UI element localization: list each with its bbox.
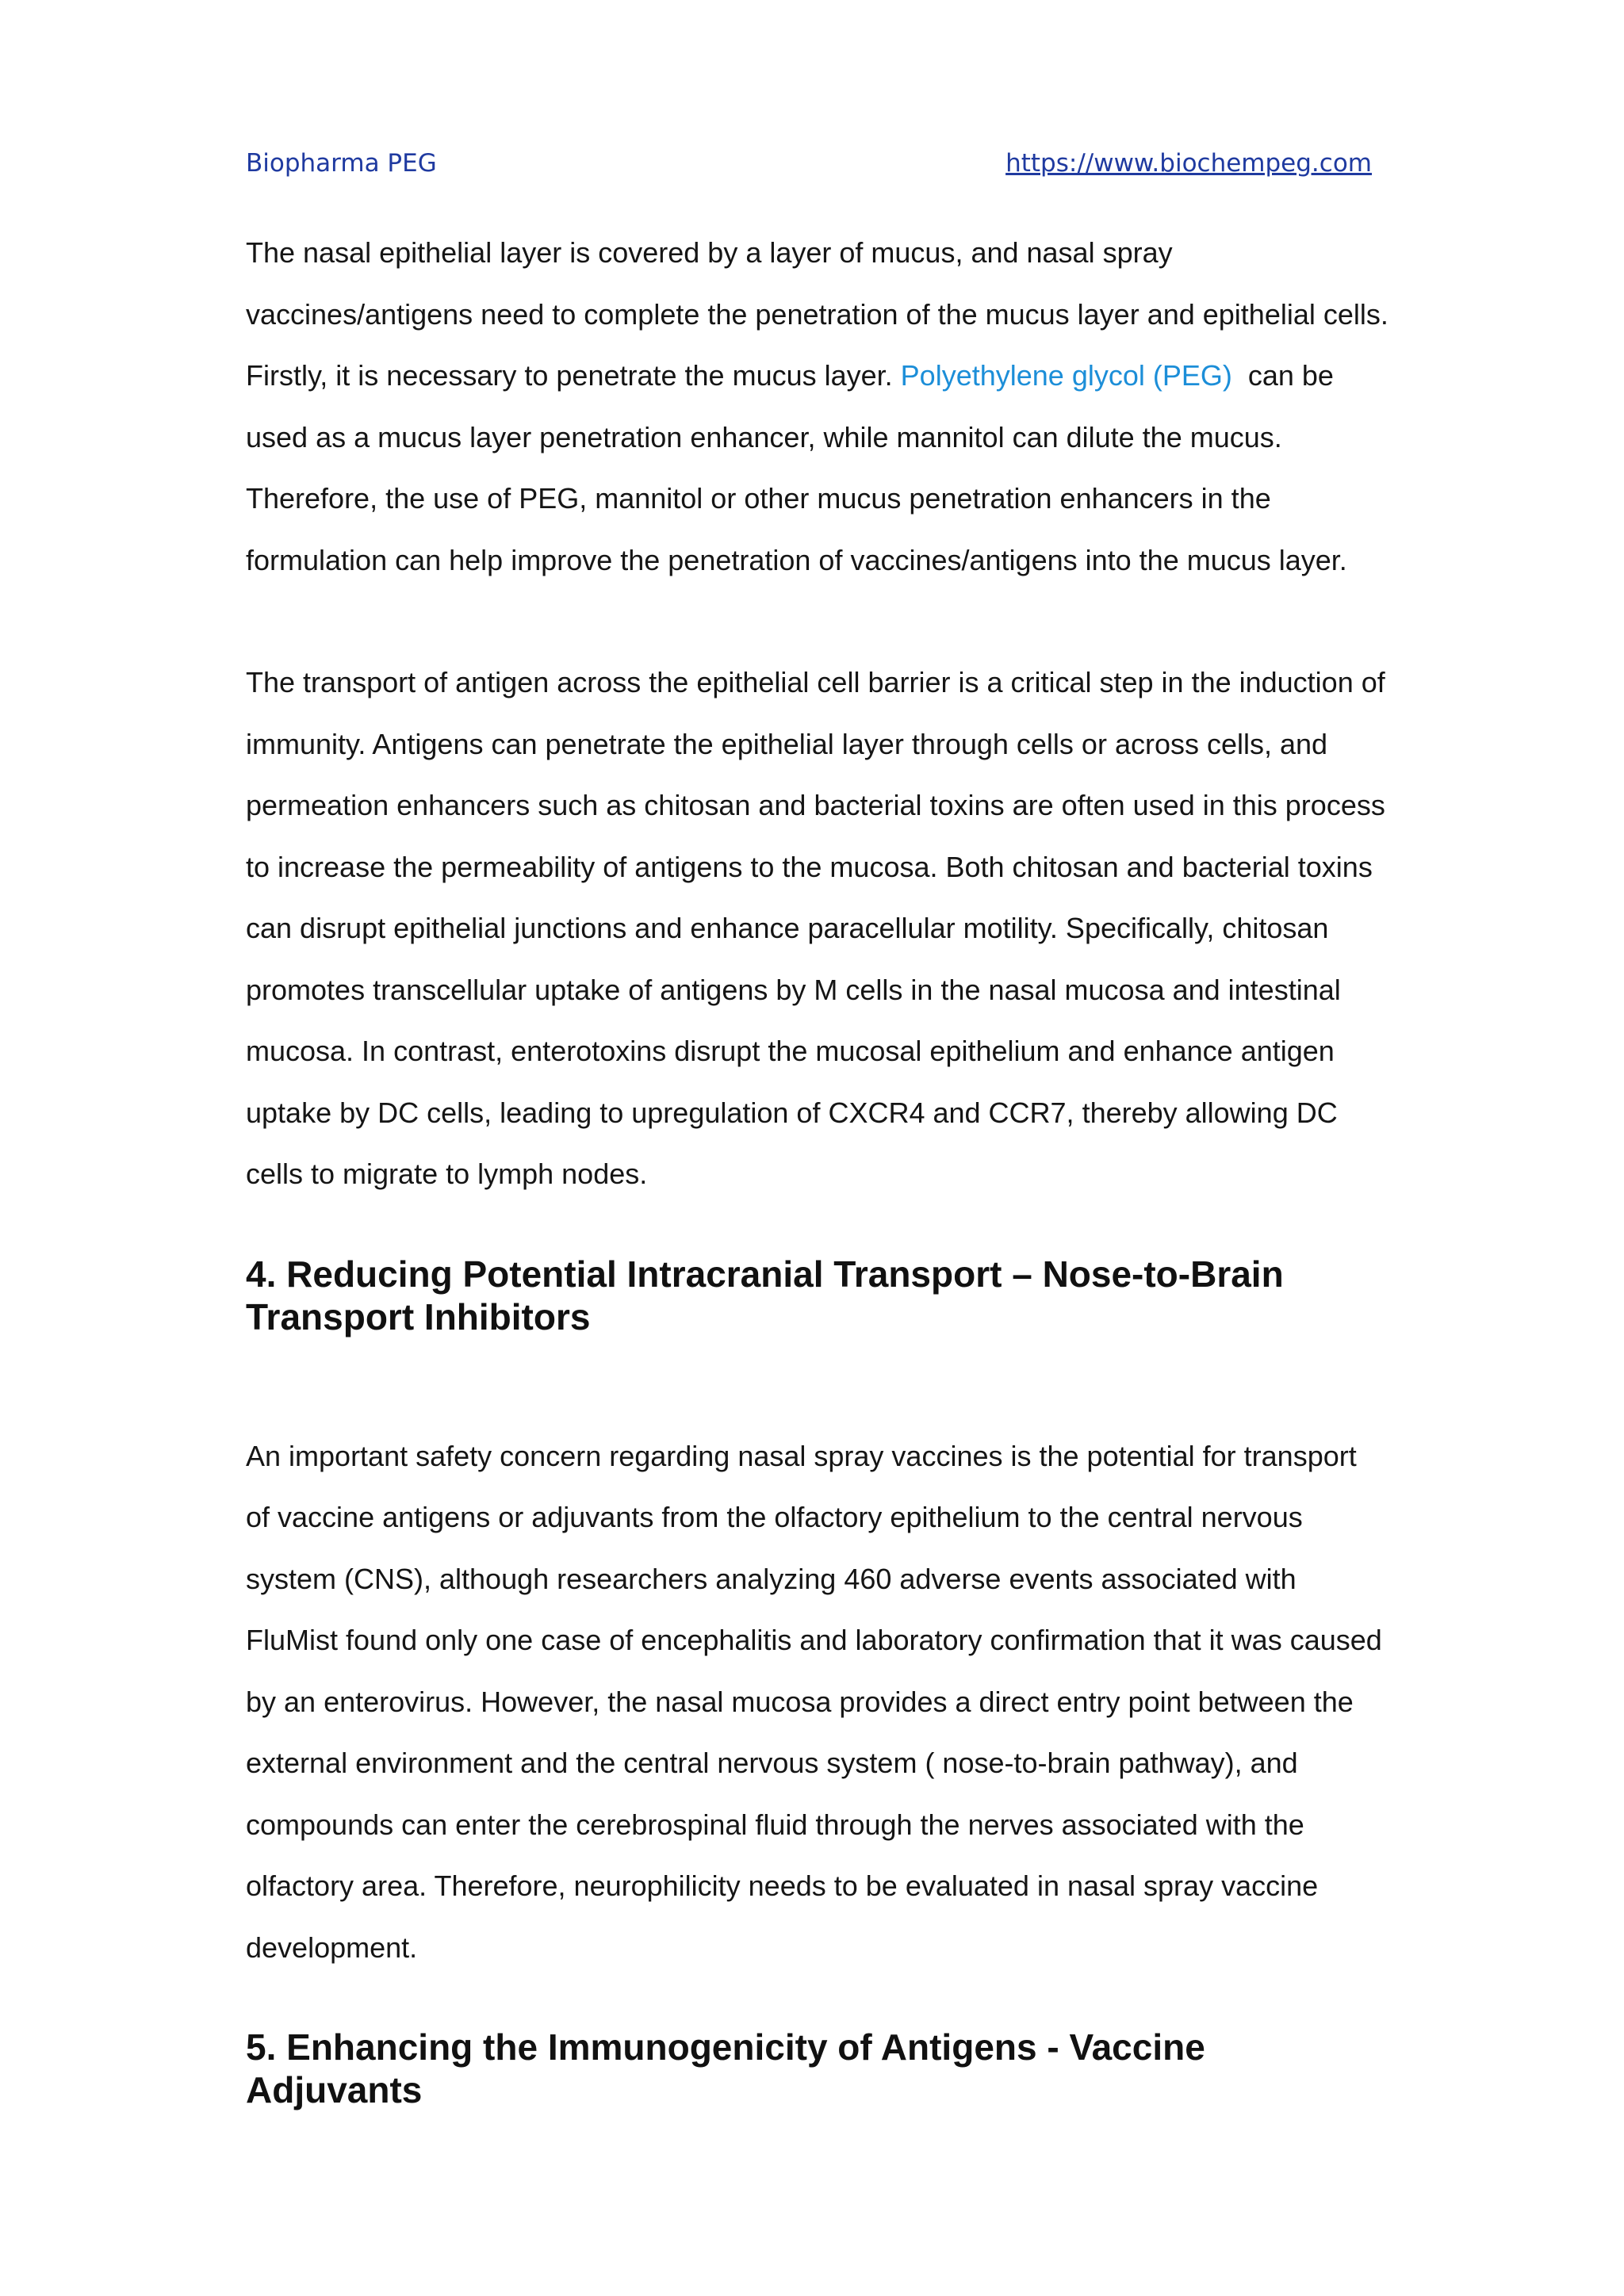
heading-line: 5. Enhancing the Immunogenicity of Antigens - Vaccine [246,2026,1205,2068]
page-header [246,149,1372,184]
heading-line: 4. Reducing Potential Intracranial Transport – Nose-to-Brain [246,1253,1284,1295]
text-line: to increase the permeability of antigens to the mucosa. Both chitosan and bacterial toxins [246,850,1373,883]
text-line: An important safety concern regarding nasal spray vaccines is the potential for transport [246,1439,1357,1472]
paragraph-epithelial-transport [246,652,1396,1205]
text-line: development. [246,1931,418,1964]
text-line: cells to migrate to lymph nodes. [246,1158,648,1190]
text-line: immunity. Antigens can penetrate the epithelial layer through cells or across cells, and [246,727,1328,760]
text-line: Therefore, the use of PEG, mannitol or other mucus penetration enhancers in the [246,482,1271,515]
heading-line: Transport Inhibitors [246,1295,591,1337]
text-line: can disrupt epithelial junctions and enhance paracellular motility. Specifically, chitosan [246,912,1329,944]
paragraph-spacer [246,591,1396,652]
text-line: by an enterovirus. However, the nasal mucosa provides a direct entry point between the [246,1685,1354,1718]
text-line: olfactory area. Therefore, neurophilicity needs to be evaluated in nasal spray vaccine [246,1869,1319,1902]
text-line: FluMist found only one case of encephalitis and laboratory confirmation that it was caused [246,1624,1382,1656]
text-line: external environment and the central nervous system ( nose-to-brain pathway), and [246,1747,1298,1779]
text-span: can be [1231,359,1334,392]
text-line: used as a mucus layer penetration enhancer, while mannitol can dilute the mucus. [246,420,1282,453]
text-line: uptake by DC cells, leading to upregulation of CXCR4 and CCR7, thereby allowing DC [246,1096,1338,1129]
text-span: Firstly, it is necessary to penetrate the mucus layer. [246,359,901,392]
text-line: The transport of antigen across the epithelial cell barrier is a critical step in the induction of [246,666,1385,698]
section-heading-4 [246,1253,1396,1338]
header-url-link[interactable]: https://www.biochempeg.com [1005,149,1372,178]
text-line [246,345,1396,407]
peg-link[interactable]: Polyethylene glycol (PEG) [900,359,1232,392]
text-line: of vaccine antigens or adjuvants from the olfactory epithelium to the central nervous [246,1501,1303,1533]
paragraph-nose-to-brain [246,1425,1396,1979]
text-line: mucosa. In contrast, enterotoxins disrupt the mucosal epithelium and enhance antigen [246,1035,1335,1067]
text-line: compounds can enter the cerebrospinal fluid through the nerves associated with the [246,1808,1304,1841]
text-line: vaccines/antigens need to complete the penetration of the mucus layer and epithelial cells. [246,297,1388,331]
paragraph-mucus-layer [246,222,1396,591]
header-brand: Biopharma PEG [246,149,437,178]
text-line: The nasal epithelial layer is covered by a layer of mucus, and nasal spray [246,236,1173,269]
text-line: formulation can help improve the penetration of vaccines/antigens into the mucus layer. [246,543,1347,576]
text-line: promotes transcellular uptake of antigens by M cells in the nasal mucosa and intestinal [246,973,1341,1006]
heading-spacer [246,1978,1396,2026]
heading-spacer [246,1205,1396,1253]
section-heading-5 [246,2026,1396,2111]
text-line: system (CNS), although researchers analyzing 460 adverse events associated with [246,1562,1297,1595]
heading-line: Adjuvants [246,2069,423,2110]
document-body [246,222,1396,2111]
heading-spacer [246,1338,1396,1425]
text-line: permeation enhancers such as chitosan and bacterial toxins are often used in this process [246,789,1385,821]
